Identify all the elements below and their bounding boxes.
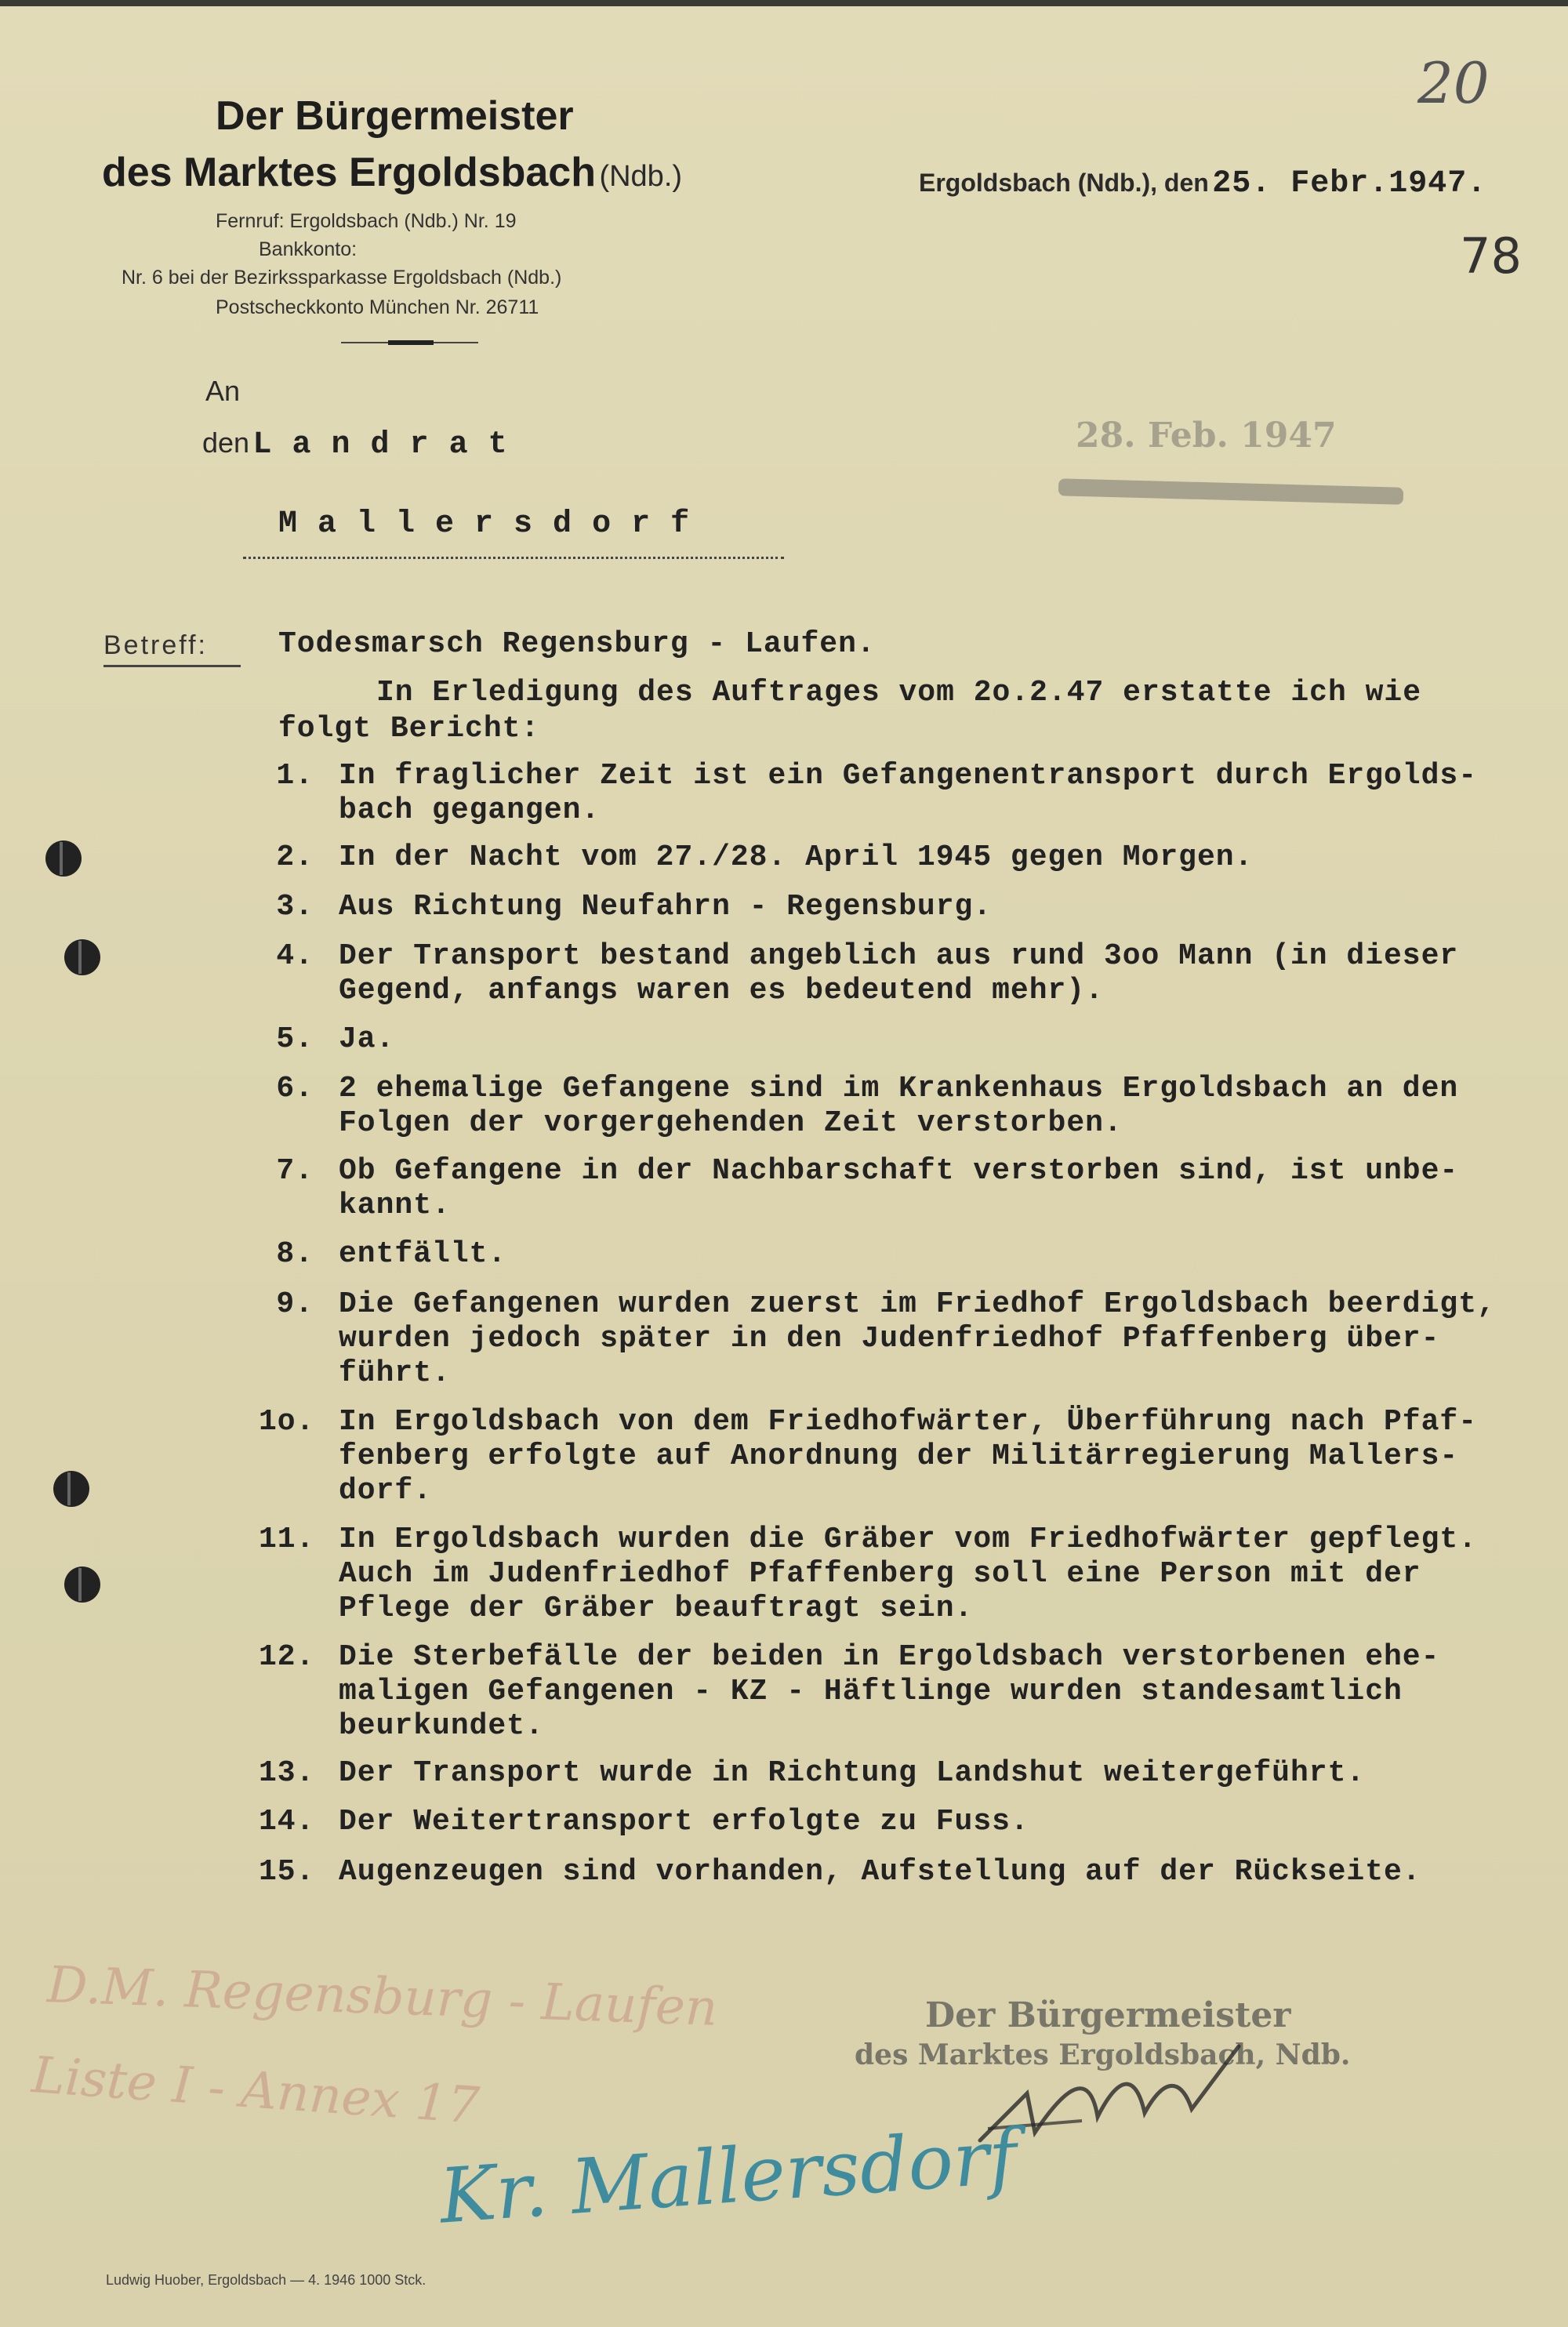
scan-top-edge — [0, 0, 1568, 6]
item-text-line: beurkundet. — [339, 1709, 544, 1743]
item-text-line: Der Transport bestand angeblich aus rund 3oo Mann (in dieser — [339, 939, 1459, 973]
item-text-line: Folgen der vorgergehenden Zeit verstorben. — [339, 1106, 1123, 1140]
red-note-line2: Liste I - Annex 17 — [30, 2046, 481, 2136]
letterhead-postal-account: Postscheckkonto München Nr. 26711 — [216, 296, 539, 318]
item-text-line: In fraglicher Zeit ist ein Gefangenentransport durch Ergolds- — [339, 759, 1478, 793]
intro-line1: In Erledigung des Auftrages vom 2o.2.47 erstatte ich wie — [376, 676, 1422, 710]
page-number-pencil: 20 — [1417, 50, 1490, 116]
item-number: 5. — [276, 1022, 314, 1056]
item-text-line: wurden jedoch später in den Judenfriedhof Pfaffenberg über- — [339, 1322, 1440, 1356]
punch-hole — [64, 939, 100, 975]
punch-hole — [64, 1566, 100, 1603]
letterhead-title-name: des Marktes Ergoldsbach — [102, 150, 596, 195]
item-text-line: In Ergoldsbach wurden die Gräber vom Friedhofwärter gepflegt. — [339, 1523, 1478, 1556]
item-text-line: Aus Richtung Neufahrn - Regensburg. — [339, 890, 993, 924]
item-text-line: Auch im Judenfriedhof Pfaffenberg soll eine Person mit der — [339, 1557, 1421, 1591]
item-number: 11. — [259, 1523, 315, 1556]
item-number: 1. — [276, 759, 314, 793]
document-number: 78 — [1460, 227, 1522, 285]
item-number: 15. — [259, 1855, 315, 1889]
item-text-line: entfällt. — [339, 1237, 507, 1271]
item-text-line: Die Gefangenen wurden zuerst im Friedhof Ergoldsbach beerdigt, — [339, 1287, 1496, 1321]
dateline-place: Ergoldsbach (Ndb.), den — [919, 169, 1209, 197]
item-text-line: Ob Gefangene in der Nachbarschaft verstorben sind, ist unbe- — [339, 1154, 1459, 1188]
recipient-underline — [243, 557, 784, 559]
subject-label-underline — [103, 665, 241, 667]
item-text-line: 2 ehemalige Gefangene sind im Krankenhaus Ergoldsbach an den — [339, 1072, 1459, 1105]
item-number: 13. — [259, 1756, 315, 1790]
printer-line: Ludwig Huober, Ergoldsbach — 4. 1946 1000 Stck. — [106, 2272, 426, 2288]
item-number: 12. — [259, 1640, 315, 1674]
letterhead-divider-mark — [388, 340, 434, 345]
punch-hole — [53, 1471, 89, 1507]
dateline-date: 25. Febr.1947. — [1212, 166, 1487, 201]
item-text-line: In der Nacht vom 27./28. April 1945 gegen Morgen. — [339, 840, 1254, 874]
signature-stamp-line1: Der Bürgermeister — [925, 1995, 1291, 2035]
punch-hole — [45, 840, 82, 877]
item-number: 4. — [276, 939, 314, 973]
item-number: 8. — [276, 1237, 314, 1271]
item-number: 2. — [276, 840, 314, 874]
item-text-line: führt. — [339, 1356, 451, 1390]
letterhead-phone: Fernruf: Ergoldsbach (Ndb.) Nr. 19 — [216, 210, 517, 232]
letterhead-bank-label: Bankkonto: — [259, 238, 358, 260]
item-text-line: Ja. — [339, 1022, 395, 1056]
item-text-line: Gegend, anfangs waren es bedeutend mehr). — [339, 974, 1104, 1007]
intro-line2: folgt Bericht: — [278, 712, 540, 746]
item-text-line: bach gegangen. — [339, 793, 601, 827]
item-text-line: dorf. — [339, 1474, 433, 1508]
item-text-line: Die Sterbefälle der beiden in Ergoldsbach verstorbenen ehe- — [339, 1640, 1440, 1674]
item-text-line: Pflege der Gräber beauftragt sein. — [339, 1592, 974, 1625]
item-number: 9. — [276, 1287, 314, 1321]
item-number: 3. — [276, 890, 314, 924]
recipient-place: M a l l e r s d o r f — [278, 506, 691, 542]
item-text-line: maligen Gefangenen - KZ - Häftlinge wurden standesamtlich — [339, 1675, 1403, 1708]
item-text-line: fenberg erfolgte auf Anordnung der Militärregierung Mallers- — [339, 1439, 1459, 1473]
letterhead-title-line2 — [102, 149, 682, 196]
dateline — [919, 166, 1486, 201]
item-number: 14. — [259, 1805, 315, 1839]
received-stamp-bar — [1058, 478, 1403, 505]
recipient-line2 — [202, 427, 508, 463]
recipient-line1: An — [205, 375, 241, 407]
recipient-title: L a n d r a t — [252, 427, 508, 463]
item-number: 6. — [276, 1072, 314, 1105]
letterhead-bank-account: Nr. 6 bei der Bezirkssparkasse Ergoldsbach (Ndb.) — [122, 267, 562, 289]
item-number: 7. — [276, 1154, 314, 1188]
item-number: 1o. — [259, 1405, 315, 1439]
item-text-line: In Ergoldsbach von dem Friedhofwärter, Überführung nach Pfaf- — [339, 1405, 1478, 1439]
item-text-line: Der Transport wurde in Richtung Landshut weitergeführt. — [339, 1756, 1366, 1790]
signature-stamp-line2: des Marktes Ergoldsbach, Ndb. — [855, 2038, 1351, 2071]
item-text-line: Der Weitertransport erfolgte zu Fuss. — [339, 1805, 1029, 1839]
letterhead-title-line1: Der Bürgermeister — [216, 93, 574, 139]
blue-note: Kr. Mallersdorf — [436, 2112, 1020, 2241]
red-note-line1: D.M. Regensburg - Laufen — [45, 1956, 719, 2038]
subject-label: Betreff: — [103, 630, 208, 660]
recipient-prefix: den — [202, 427, 250, 459]
subject-text: Todesmarsch Regensburg - Laufen. — [278, 627, 876, 661]
item-text-line: kannt. — [339, 1189, 451, 1222]
item-text-line: Augenzeugen sind vorhanden, Aufstellung auf der Rückseite. — [339, 1855, 1421, 1889]
received-stamp-date: 28. Feb. 1947 — [1076, 416, 1337, 456]
letterhead-title-region: (Ndb.) — [599, 160, 683, 193]
